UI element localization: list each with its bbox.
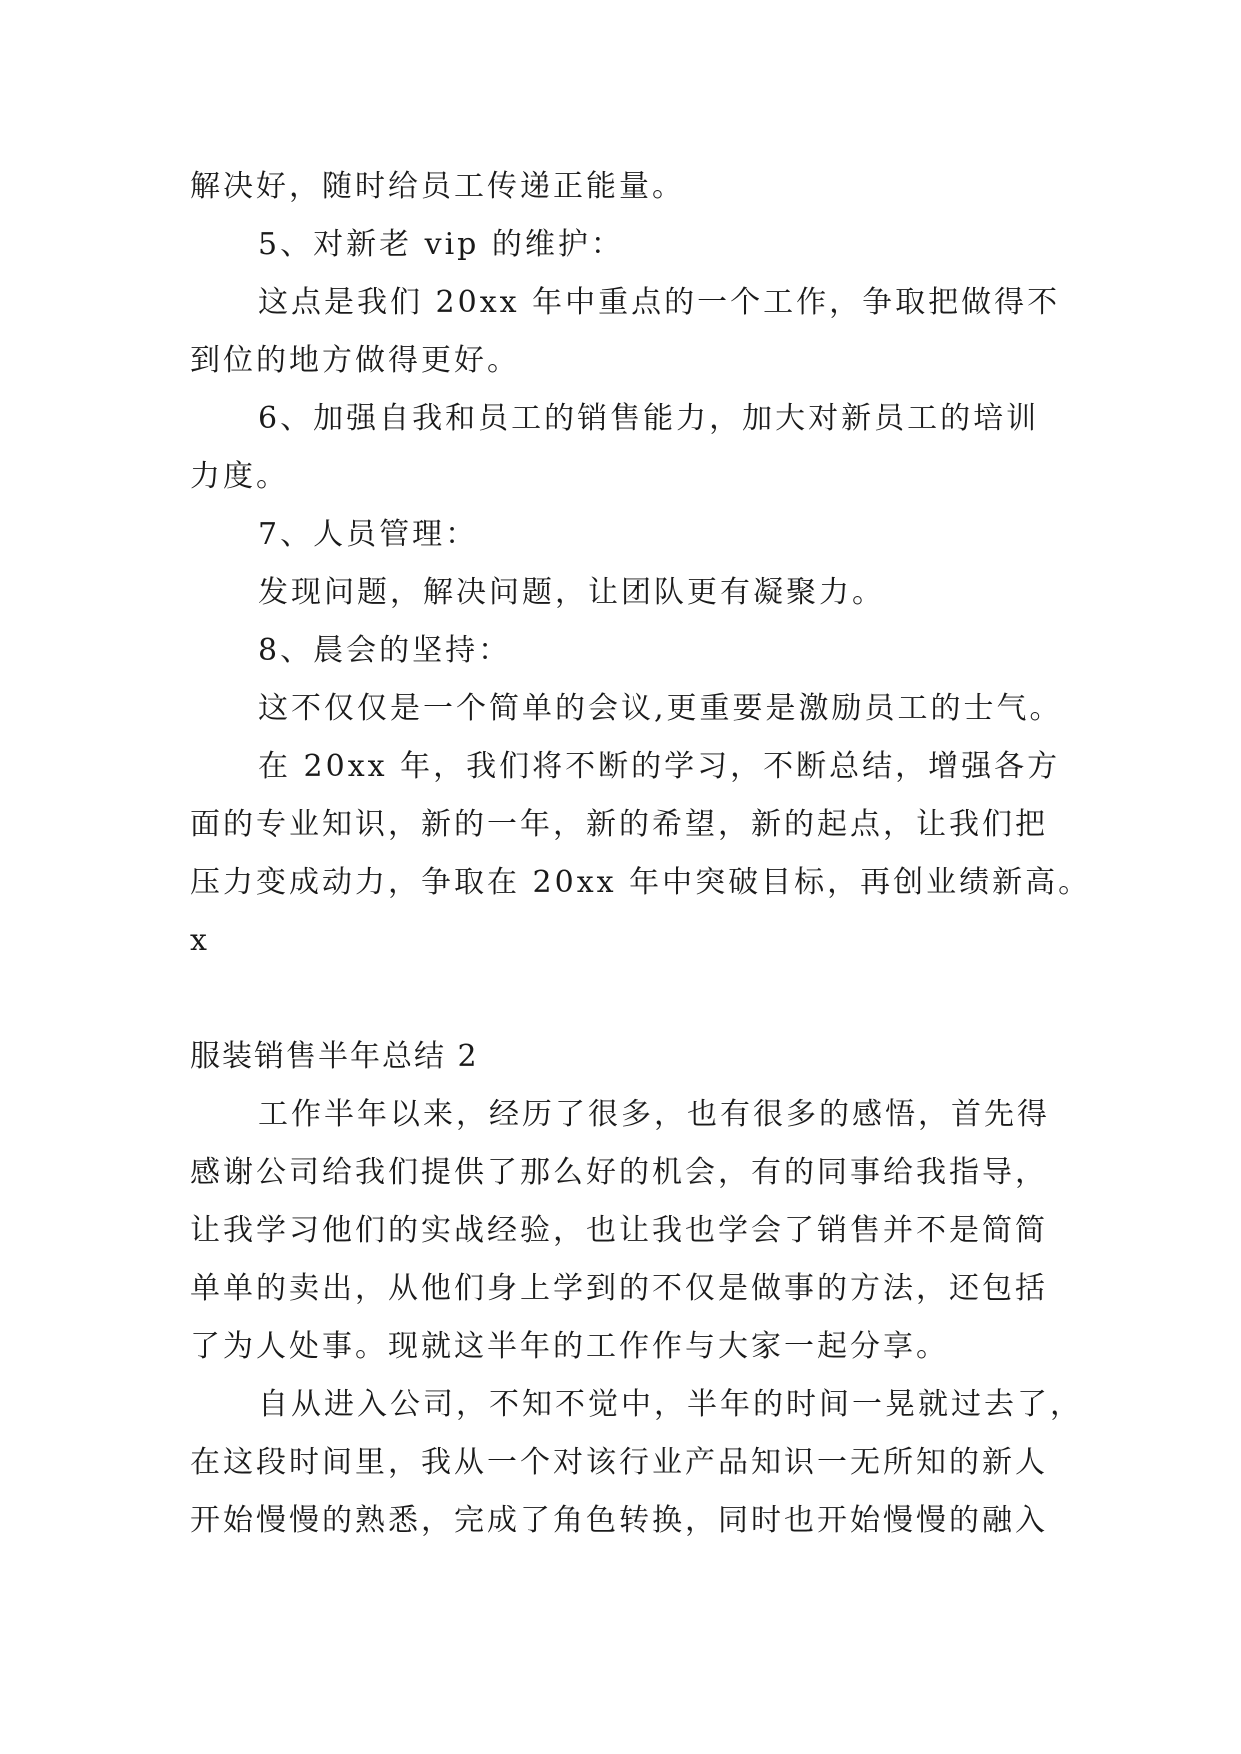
paragraph-line: 面的专业知识，新的一年，新的希望，新的起点，让我们把 bbox=[190, 807, 1048, 842]
paragraph-line: 力度。 bbox=[190, 459, 289, 494]
paragraph-line: 让我学习他们的实战经验，也让我也学会了销售并不是简简 bbox=[190, 1213, 1048, 1248]
paragraph-line: 单单的卖出，从他们身上学到的不仅是做事的方法，还包括 bbox=[190, 1271, 1048, 1306]
paragraph-line: x bbox=[190, 923, 210, 958]
paragraph-line: 感谢公司给我们提供了那么好的机会，有的同事给我指导， bbox=[190, 1155, 1048, 1190]
list-item-heading: 8、晨会的坚持： bbox=[258, 633, 512, 668]
paragraph-line: 在 20xx 年，我们将不断的学习，不断总结，增强各方 bbox=[258, 749, 1061, 784]
section-title: 服装销售半年总结 2 bbox=[190, 1039, 479, 1074]
paragraph-line: 在这段时间里，我从一个对该行业产品知识一无所知的新人 bbox=[190, 1445, 1048, 1480]
list-item-heading: 7、人员管理： bbox=[258, 517, 479, 552]
paragraph-line: 了为人处事。现就这半年的工作作与大家一起分享。 bbox=[190, 1329, 949, 1364]
paragraph-line: 这不仅仅是一个简单的会议,更重要是激励员工的士气。 bbox=[258, 691, 1063, 726]
paragraph-line: 这点是我们 20xx 年中重点的一个工作，争取把做得不 bbox=[258, 285, 1061, 320]
paragraph-line: 工作半年以来，经历了很多，也有很多的感悟，首先得 bbox=[258, 1097, 1050, 1132]
paragraph-line: 到位的地方做得更好。 bbox=[190, 343, 520, 378]
paragraph-line: 自从进入公司，不知不觉中，半年的时间一晃就过去了， bbox=[258, 1387, 1083, 1422]
list-item-heading: 5、对新老 vip 的维护： bbox=[258, 227, 624, 262]
paragraph-line: 解决好，随时给员工传递正能量。 bbox=[190, 169, 685, 204]
paragraph-line: 开始慢慢的熟悉，完成了角色转换，同时也开始慢慢的融入 bbox=[190, 1503, 1048, 1538]
list-item-heading: 6、加强自我和员工的销售能力，加大对新员工的培训 bbox=[258, 401, 1040, 436]
paragraph-line: 压力变成动力，争取在 20xx 年中突破目标，再创业绩新高。 bbox=[190, 865, 1092, 900]
paragraph-line: 发现问题，解决问题，让团队更有凝聚力。 bbox=[258, 575, 885, 610]
